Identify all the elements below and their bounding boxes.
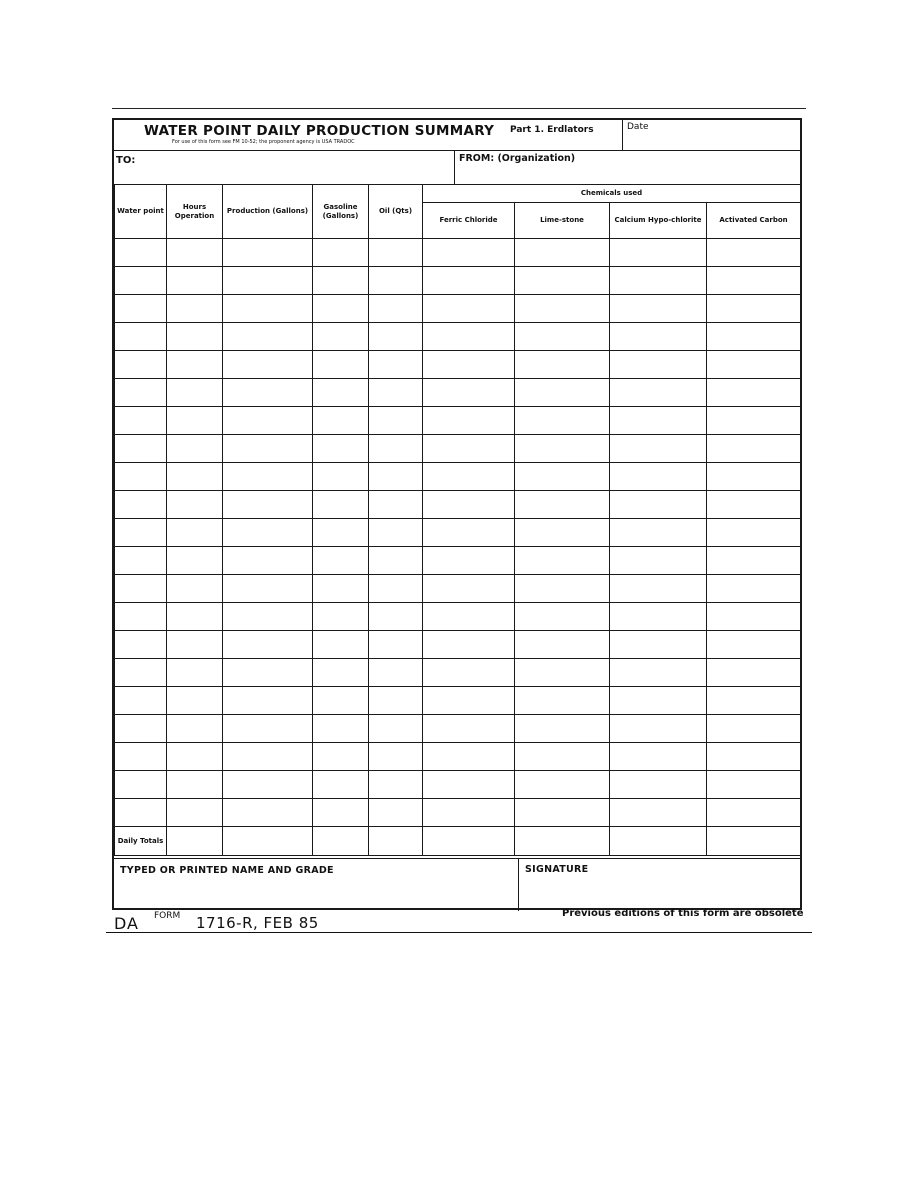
table-cell[interactable] xyxy=(515,407,610,435)
table-cell[interactable] xyxy=(707,351,801,379)
table-cell[interactable] xyxy=(423,267,515,295)
table-cell[interactable] xyxy=(369,603,423,631)
table-cell[interactable] xyxy=(610,323,707,351)
table-cell[interactable] xyxy=(515,379,610,407)
table-cell[interactable] xyxy=(115,715,167,743)
table-cell[interactable] xyxy=(223,715,313,743)
table-cell[interactable] xyxy=(423,687,515,715)
table-cell[interactable] xyxy=(423,323,515,351)
table-cell[interactable] xyxy=(115,239,167,267)
table-row xyxy=(115,603,801,631)
col-hours-operation: Hours Operation xyxy=(167,185,223,239)
table-cell[interactable] xyxy=(369,631,423,659)
totals-label: Daily Totals xyxy=(115,827,167,856)
production-table xyxy=(114,184,801,856)
table-cell[interactable] xyxy=(115,491,167,519)
table-row xyxy=(115,687,801,715)
table-cell[interactable] xyxy=(313,603,369,631)
table-cell[interactable] xyxy=(223,463,313,491)
table-cell[interactable] xyxy=(167,491,223,519)
table-cell[interactable] xyxy=(610,351,707,379)
totals-cell[interactable] xyxy=(167,827,223,856)
table-row xyxy=(115,239,801,267)
table-cell[interactable] xyxy=(707,771,801,799)
footer-da: DA xyxy=(114,914,139,933)
name-grade-field[interactable] xyxy=(114,859,518,911)
table-cell[interactable] xyxy=(313,295,369,323)
table-cell[interactable] xyxy=(515,715,610,743)
table-cell[interactable] xyxy=(515,239,610,267)
table-cell[interactable] xyxy=(515,463,610,491)
table-cell[interactable] xyxy=(167,463,223,491)
table-cell[interactable] xyxy=(707,267,801,295)
table-cell[interactable] xyxy=(610,575,707,603)
form-subtitle: For use of this form see FM 10-52; the proponent agency is USA TRADOC xyxy=(172,139,355,145)
table-cell[interactable] xyxy=(115,603,167,631)
table-cell[interactable] xyxy=(167,379,223,407)
table-cell[interactable] xyxy=(610,659,707,687)
table-cell[interactable] xyxy=(167,799,223,827)
table-cell[interactable] xyxy=(369,351,423,379)
table-cell[interactable] xyxy=(707,715,801,743)
col-activated-carbon: Activated Carbon xyxy=(707,203,801,239)
table-cell[interactable] xyxy=(115,435,167,463)
table-cell[interactable] xyxy=(167,743,223,771)
table-cell[interactable] xyxy=(115,799,167,827)
table-cell[interactable] xyxy=(610,743,707,771)
table-cell[interactable] xyxy=(167,631,223,659)
date-field[interactable] xyxy=(622,120,801,150)
table-cell[interactable] xyxy=(515,631,610,659)
table-cell[interactable] xyxy=(115,323,167,351)
table-cell[interactable] xyxy=(515,295,610,323)
table-cell[interactable] xyxy=(223,799,313,827)
col-gasoline: Gasoline (Gallons) xyxy=(313,185,369,239)
table-cell[interactable] xyxy=(423,239,515,267)
table-cell[interactable] xyxy=(313,799,369,827)
table-cell[interactable] xyxy=(223,239,313,267)
table-cell[interactable] xyxy=(167,435,223,463)
to-from-row xyxy=(114,150,800,185)
totals-cell[interactable] xyxy=(369,827,423,856)
table-cell[interactable] xyxy=(707,603,801,631)
table-cell[interactable] xyxy=(369,659,423,687)
table-cell[interactable] xyxy=(369,715,423,743)
table-cell[interactable] xyxy=(369,491,423,519)
table-cell[interactable] xyxy=(707,463,801,491)
table-cell[interactable] xyxy=(313,379,369,407)
table-cell[interactable] xyxy=(610,771,707,799)
table-cell[interactable] xyxy=(707,295,801,323)
table-cell[interactable] xyxy=(423,743,515,771)
table-cell[interactable] xyxy=(369,407,423,435)
table-cell[interactable] xyxy=(707,435,801,463)
table-cell[interactable] xyxy=(167,267,223,295)
table-cell[interactable] xyxy=(115,463,167,491)
table-row xyxy=(115,323,801,351)
from-label: FROM: (Organization) xyxy=(459,153,576,164)
table-cell[interactable] xyxy=(423,603,515,631)
table-cell[interactable] xyxy=(313,547,369,575)
table-cell[interactable] xyxy=(313,435,369,463)
table-cell[interactable] xyxy=(610,379,707,407)
table-cell[interactable] xyxy=(707,631,801,659)
col-oil: Oil (Qts) xyxy=(369,185,423,239)
table-cell[interactable] xyxy=(707,323,801,351)
table-cell[interactable] xyxy=(707,239,801,267)
col-water-point: Water point xyxy=(115,185,167,239)
table-cell[interactable] xyxy=(313,659,369,687)
totals-cell[interactable] xyxy=(610,827,707,856)
table-cell[interactable] xyxy=(369,323,423,351)
table-row xyxy=(115,631,801,659)
table-cell[interactable] xyxy=(223,743,313,771)
table-cell[interactable] xyxy=(423,379,515,407)
totals-cell[interactable] xyxy=(313,827,369,856)
table-cell[interactable] xyxy=(707,407,801,435)
table-cell[interactable] xyxy=(515,687,610,715)
table-row xyxy=(115,519,801,547)
table-cell[interactable] xyxy=(610,267,707,295)
table-cell[interactable] xyxy=(115,743,167,771)
table-cell[interactable] xyxy=(515,743,610,771)
table-cell[interactable] xyxy=(223,659,313,687)
totals-cell[interactable] xyxy=(707,827,801,856)
table-cell[interactable] xyxy=(313,239,369,267)
table-row xyxy=(115,463,801,491)
table-cell[interactable] xyxy=(369,295,423,323)
table-cell[interactable] xyxy=(223,687,313,715)
signature-label: SIGNATURE xyxy=(525,864,589,875)
table-cell[interactable] xyxy=(423,715,515,743)
table-body xyxy=(115,239,801,856)
table-cell[interactable] xyxy=(369,267,423,295)
col-ferric-chloride: Ferric Chloride xyxy=(423,203,515,239)
table-cell[interactable] xyxy=(115,519,167,547)
top-rule xyxy=(112,108,806,109)
table-row xyxy=(115,575,801,603)
table-cell[interactable] xyxy=(115,575,167,603)
table-cell[interactable] xyxy=(610,239,707,267)
table-cell[interactable] xyxy=(167,351,223,379)
table-cell[interactable] xyxy=(167,715,223,743)
table-cell[interactable] xyxy=(167,659,223,687)
table-cell[interactable] xyxy=(115,407,167,435)
table-cell[interactable] xyxy=(167,295,223,323)
table-cell[interactable] xyxy=(610,491,707,519)
table-cell[interactable] xyxy=(707,491,801,519)
table-row xyxy=(115,295,801,323)
table-cell[interactable] xyxy=(515,771,610,799)
table-row xyxy=(115,715,801,743)
table-cell[interactable] xyxy=(515,267,610,295)
table-cell[interactable] xyxy=(515,799,610,827)
table-cell[interactable] xyxy=(115,351,167,379)
table-cell[interactable] xyxy=(515,519,610,547)
table-cell[interactable] xyxy=(707,659,801,687)
table-cell[interactable] xyxy=(167,687,223,715)
name-grade-label: TYPED OR PRINTED NAME AND GRADE xyxy=(120,865,334,876)
table-cell[interactable] xyxy=(313,743,369,771)
production-summary-form xyxy=(112,118,802,910)
table-cell[interactable] xyxy=(223,547,313,575)
table-cell[interactable] xyxy=(313,491,369,519)
footer-previous-editions: Previous editions of this form are obsolete xyxy=(562,908,804,919)
totals-cell[interactable] xyxy=(223,827,313,856)
table-cell[interactable] xyxy=(313,715,369,743)
table-cell[interactable] xyxy=(707,519,801,547)
signature-row xyxy=(114,858,800,911)
table-cell[interactable] xyxy=(707,687,801,715)
table-cell[interactable] xyxy=(223,603,313,631)
table-cell[interactable] xyxy=(369,575,423,603)
table-cell[interactable] xyxy=(423,659,515,687)
table-cell[interactable] xyxy=(707,575,801,603)
table-cell[interactable] xyxy=(610,435,707,463)
table-cell[interactable] xyxy=(167,239,223,267)
table-cell[interactable] xyxy=(369,799,423,827)
table-cell[interactable] xyxy=(223,295,313,323)
table-cell[interactable] xyxy=(423,407,515,435)
date-label: Date xyxy=(627,122,649,132)
table-row xyxy=(115,771,801,799)
table-cell[interactable] xyxy=(115,267,167,295)
table-cell[interactable] xyxy=(313,687,369,715)
col-production: Production (Gallons) xyxy=(223,185,313,239)
table-cell[interactable] xyxy=(223,407,313,435)
col-limestone: Lime-stone xyxy=(515,203,610,239)
table-cell[interactable] xyxy=(515,491,610,519)
table-cell[interactable] xyxy=(423,771,515,799)
table-cell[interactable] xyxy=(610,463,707,491)
table-cell[interactable] xyxy=(515,659,610,687)
table-cell[interactable] xyxy=(610,799,707,827)
table-cell[interactable] xyxy=(369,379,423,407)
table-cell[interactable] xyxy=(610,519,707,547)
footer-form-number: 1716-R, FEB 85 xyxy=(196,914,319,932)
table-cell[interactable] xyxy=(515,603,610,631)
table-row xyxy=(115,351,801,379)
table-cell[interactable] xyxy=(313,267,369,295)
table-cell[interactable] xyxy=(423,547,515,575)
table-cell[interactable] xyxy=(610,295,707,323)
table-cell[interactable] xyxy=(423,491,515,519)
table-cell[interactable] xyxy=(707,743,801,771)
table-cell[interactable] xyxy=(610,547,707,575)
table-row xyxy=(115,547,801,575)
table-cell[interactable] xyxy=(369,547,423,575)
table-cell[interactable] xyxy=(167,547,223,575)
table-cell[interactable] xyxy=(515,575,610,603)
table-cell[interactable] xyxy=(423,351,515,379)
table-cell[interactable] xyxy=(115,771,167,799)
table-cell[interactable] xyxy=(610,715,707,743)
table-cell[interactable] xyxy=(313,463,369,491)
table-cell[interactable] xyxy=(313,407,369,435)
table-cell[interactable] xyxy=(167,323,223,351)
table-cell[interactable] xyxy=(167,575,223,603)
table-cell[interactable] xyxy=(223,379,313,407)
table-cell[interactable] xyxy=(423,435,515,463)
col-calcium-hypochlorite: Calcium Hypo-chlorite xyxy=(610,203,707,239)
form-title: WATER POINT DAILY PRODUCTION SUMMARY xyxy=(144,123,495,139)
table-cell[interactable] xyxy=(115,379,167,407)
table-cell[interactable] xyxy=(115,659,167,687)
table-cell[interactable] xyxy=(223,323,313,351)
table-cell[interactable] xyxy=(369,687,423,715)
table-cell[interactable] xyxy=(167,771,223,799)
table-cell[interactable] xyxy=(223,575,313,603)
table-cell[interactable] xyxy=(313,519,369,547)
footer-form-word: FORM xyxy=(154,911,181,921)
table-cell[interactable] xyxy=(115,631,167,659)
table-cell[interactable] xyxy=(423,295,515,323)
table-cell[interactable] xyxy=(313,323,369,351)
table-cell[interactable] xyxy=(369,435,423,463)
from-field[interactable] xyxy=(454,150,801,184)
table-cell[interactable] xyxy=(223,267,313,295)
to-label: TO: xyxy=(116,155,136,166)
table-cell[interactable] xyxy=(369,771,423,799)
table-cell[interactable] xyxy=(610,407,707,435)
table-cell[interactable] xyxy=(515,435,610,463)
table-cell[interactable] xyxy=(369,519,423,547)
table-cell[interactable] xyxy=(610,687,707,715)
signature-field[interactable] xyxy=(518,859,801,911)
table-cell[interactable] xyxy=(707,379,801,407)
table-cell[interactable] xyxy=(167,407,223,435)
table-cell[interactable] xyxy=(423,799,515,827)
table-cell[interactable] xyxy=(515,323,610,351)
table-cell[interactable] xyxy=(223,631,313,659)
table-cell[interactable] xyxy=(423,631,515,659)
totals-cell[interactable] xyxy=(515,827,610,856)
part-label: Part 1. Erdlators xyxy=(510,125,594,135)
table-cell[interactable] xyxy=(369,463,423,491)
table-cell[interactable] xyxy=(313,631,369,659)
table-cell[interactable] xyxy=(223,519,313,547)
table-row xyxy=(115,659,801,687)
totals-cell[interactable] xyxy=(423,827,515,856)
table-row xyxy=(115,743,801,771)
table-row xyxy=(115,407,801,435)
table-cell[interactable] xyxy=(313,771,369,799)
table-cell[interactable] xyxy=(223,351,313,379)
table-cell[interactable] xyxy=(423,463,515,491)
chemicals-used-header: Chemicals used xyxy=(423,185,801,203)
table-cell[interactable] xyxy=(223,491,313,519)
bottom-rule xyxy=(106,932,812,933)
table-cell[interactable] xyxy=(423,519,515,547)
table-cell[interactable] xyxy=(115,687,167,715)
table-row xyxy=(115,799,801,827)
table-cell[interactable] xyxy=(369,743,423,771)
table-cell[interactable] xyxy=(707,547,801,575)
table-cell[interactable] xyxy=(707,799,801,827)
table-cell[interactable] xyxy=(167,603,223,631)
table-row xyxy=(115,379,801,407)
table-cell[interactable] xyxy=(115,547,167,575)
table-row xyxy=(115,435,801,463)
table-row xyxy=(115,267,801,295)
table-cell[interactable] xyxy=(167,519,223,547)
table-cell[interactable] xyxy=(223,435,313,463)
table-cell[interactable] xyxy=(115,295,167,323)
table-cell[interactable] xyxy=(423,575,515,603)
table-cell[interactable] xyxy=(610,631,707,659)
totals-row xyxy=(115,827,801,856)
table-cell[interactable] xyxy=(515,351,610,379)
table-cell[interactable] xyxy=(223,771,313,799)
table-cell[interactable] xyxy=(313,575,369,603)
table-cell[interactable] xyxy=(610,603,707,631)
table-cell[interactable] xyxy=(313,351,369,379)
form-header xyxy=(114,120,800,151)
table-cell[interactable] xyxy=(369,239,423,267)
table-cell[interactable] xyxy=(515,547,610,575)
table-row xyxy=(115,491,801,519)
